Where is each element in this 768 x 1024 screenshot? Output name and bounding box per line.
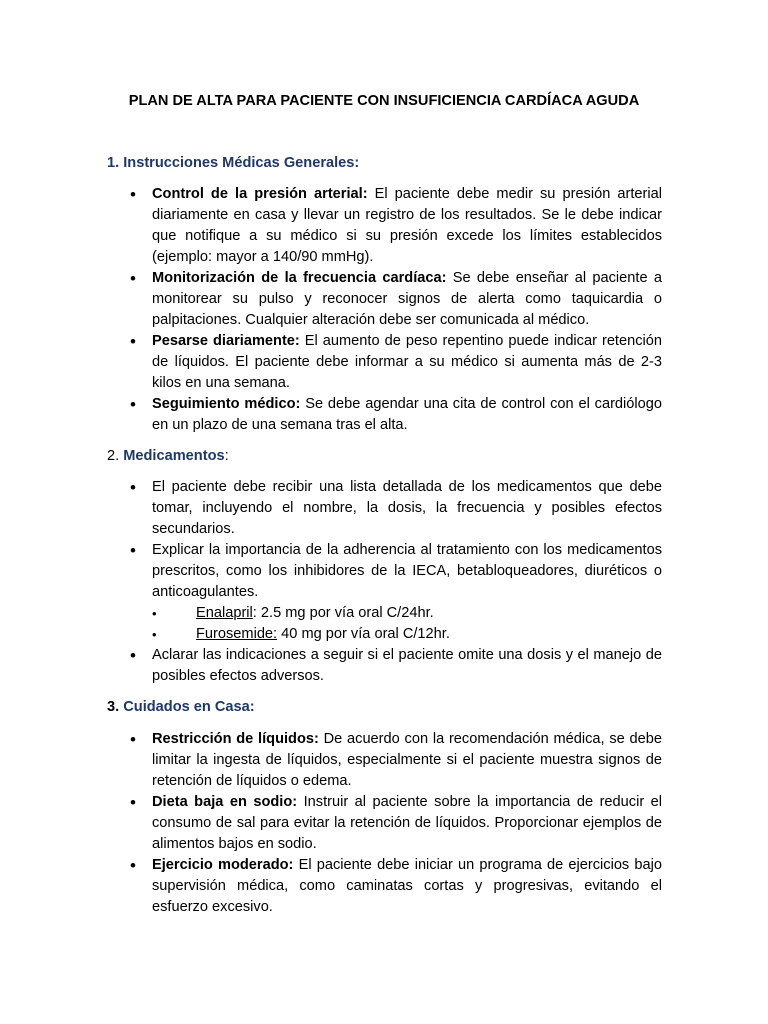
medication-item (152, 624, 662, 645)
section-1-list (130, 184, 662, 436)
medication-dose: : 2.5 mg por vía oral C/24hr. (252, 605, 434, 621)
list-item: • Seguimiento médico: Se debe agendar una cita de control con el cardiólogo en un plazo de una semana tras el alta. (130, 394, 662, 436)
section-2-heading (107, 446, 229, 466)
list-item: • Dieta baja en sodio: Instruir al paciente sobre la importancia de reducir el consumo de sal para evitar la retención de líquidos. Proporcionar ejemplos de alimentos bajos en sodio. (130, 792, 662, 855)
section-1-title: Instrucciones Médicas Generales: (123, 155, 360, 171)
medication-item (152, 603, 662, 624)
medication-list (152, 603, 662, 645)
section-2-list (130, 477, 662, 687)
list-item: • Control de la presión arterial: El paciente debe medir su presión arterial diariamente en casa y llevar un registro de los resultados. Se le debe indicar que notifique a su médico si su presión excede los límites establecidos (ejemplo: mayor a 140/90 mmHg). (130, 184, 662, 268)
section-2-title-colon: : (224, 448, 229, 464)
section-1-number: 1. (107, 155, 120, 171)
list-item: • Ejercicio moderado: El paciente debe iniciar un programa de ejercicios bajo supervisión médica, como caminatas cortas y progresivas, evitando el esfuerzo excesivo. (130, 855, 662, 918)
document-title: PLAN DE ALTA PARA PACIENTE CON INSUFICIENCIA CARDÍACA AGUDA (128, 93, 640, 109)
section-2-number: 2. (107, 448, 120, 464)
list-item: • Monitorización de la frecuencia cardíaca: Se debe enseñar al paciente a monitorear su pulso y reconocer signos de alerta como taquicardia o palpitaciones. Cualquier alteración debe ser comunicada al médico. (130, 268, 662, 331)
medication-name: Furosemide: (196, 626, 278, 642)
list-item: • Explicar la importancia de la adherencia al tratamiento con los medicamentos prescritos, como los inhibidores de la IECA, betabloqueadores, diuréticos o anticoagulantes. • Enalapril: 2.5 mg por vía oral C/24hr. • Furosemide: 40 mg por vía oral C/12hr. (130, 540, 662, 645)
section-3-heading (107, 697, 255, 717)
list-item: • Restricción de líquidos: De acuerdo con la recomendación médica, se debe limitar la ingesta de líquidos, especialmente si el paciente muestra signos de retención de líquidos o edema. (130, 729, 662, 792)
section-1-heading (107, 153, 359, 173)
medication-name: Enalapril (196, 605, 253, 621)
list-item: • Pesarse diariamente: El aumento de peso repentino puede indicar retención de líquidos. El paciente debe informar a su médico si aumenta más de 2-3 kilos en una semana. (130, 331, 662, 394)
section-3-number: 3. (107, 699, 120, 715)
section-3-title: Cuidados en Casa: (123, 699, 255, 715)
list-item: • El paciente debe recibir una lista detallada de los medicamentos que debe tomar, incluyendo el nombre, la dosis, la frecuencia y posibles efectos secundarios. (130, 477, 662, 540)
medication-dose: 40 mg por vía oral C/12hr. (277, 626, 450, 642)
section-3-list (130, 729, 662, 918)
section-2-title: Medicamentos (123, 448, 225, 464)
list-item: • Aclarar las indicaciones a seguir si el paciente omite una dosis y el manejo de posibles efectos adversos. (130, 645, 662, 687)
